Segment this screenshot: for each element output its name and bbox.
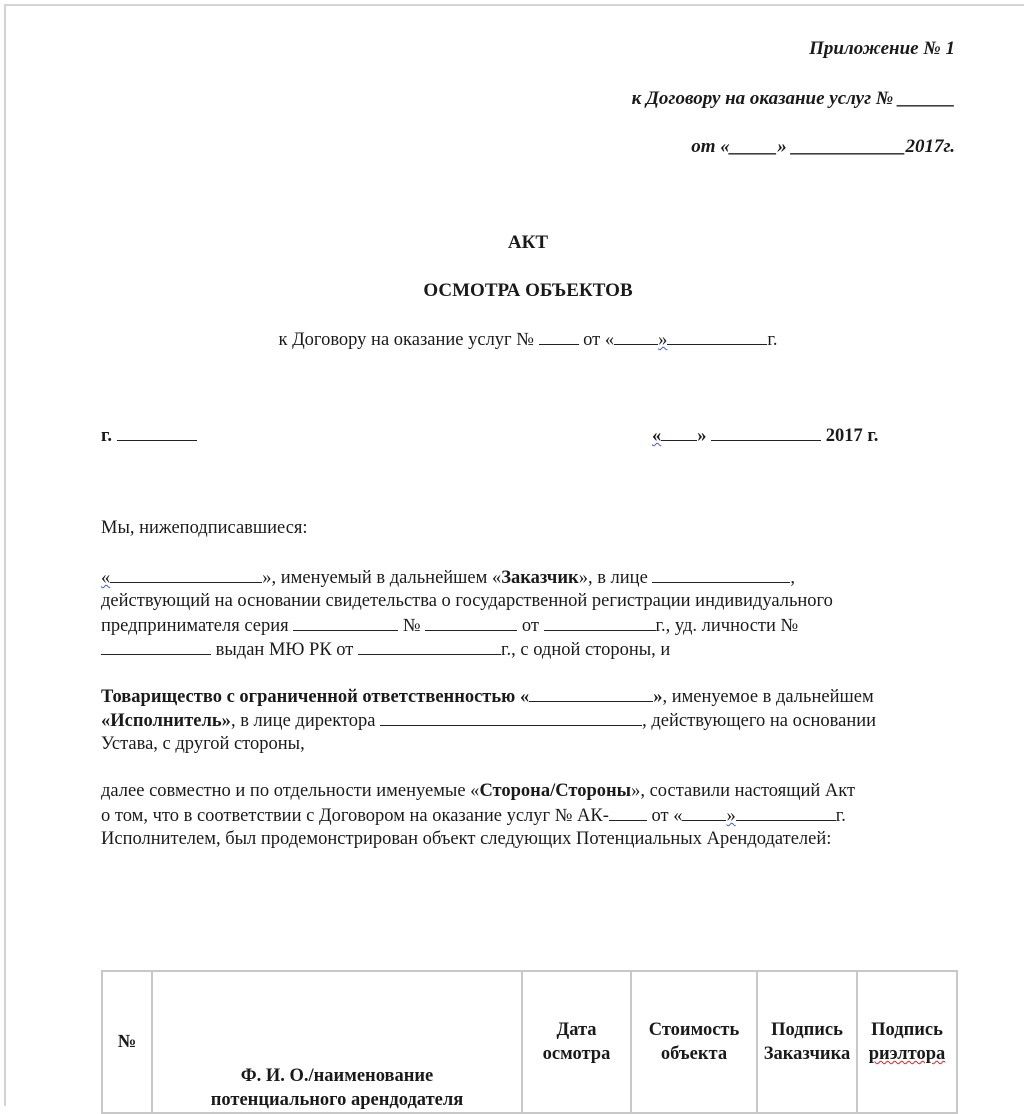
customer-rep-blank[interactable] xyxy=(652,567,790,583)
document-title: АКТ xyxy=(507,232,549,253)
text: г., уд. личности № xyxy=(655,616,799,636)
contractor-name-blank[interactable] xyxy=(529,686,653,702)
parties-line-3: Исполнителем, был продемонстрирован объект следующих Потенциальных Арендодателей: xyxy=(101,829,832,849)
header-line: потенциального арендодателя xyxy=(210,1090,464,1110)
text: от xyxy=(517,616,544,636)
cert-date-blank[interactable] xyxy=(544,615,656,631)
cert-number-blank[interactable] xyxy=(425,615,517,631)
title-contract-reference xyxy=(0,328,1024,352)
text: , действующего на основании xyxy=(642,711,877,731)
text: г., с одной стороны, и xyxy=(501,640,671,660)
director-blank[interactable] xyxy=(380,710,642,726)
document-page xyxy=(4,4,1024,1106)
text: », в лице xyxy=(578,568,653,588)
parties-line-1 xyxy=(101,781,855,802)
contract-date: от «_____» ____________2017г. xyxy=(691,136,955,157)
header-line: осмотра xyxy=(542,1044,611,1064)
contractor-term: «Исполнитель» xyxy=(101,711,231,731)
header-line: объекта xyxy=(660,1044,728,1064)
document-subtitle: ОСМОТРА ОБЪЕКТОВ xyxy=(423,280,633,301)
date-field xyxy=(652,424,878,448)
city-prefix: г. xyxy=(101,426,117,446)
text: », именуемый в дальнейшем « xyxy=(262,568,502,588)
text: № xyxy=(398,616,426,636)
col-inspection-date xyxy=(522,971,631,1113)
objects-table xyxy=(101,970,958,1114)
month-blank[interactable] xyxy=(667,329,767,345)
date-year: 2017 г. xyxy=(821,426,879,446)
text: , именуемое в дальнейшем xyxy=(662,687,874,707)
date-open-quote: « xyxy=(652,426,662,446)
col-customer-signature xyxy=(757,971,857,1113)
col-number xyxy=(102,971,152,1113)
title-ref-prefix: к Договору на оказание услуг № xyxy=(278,330,539,350)
text: », составили настоящий Акт xyxy=(631,781,856,801)
header-line: Подпись xyxy=(871,1020,943,1040)
customer-term: Заказчик xyxy=(501,568,579,588)
parties-month-blank[interactable] xyxy=(736,805,836,821)
title-ref-suffix: г. xyxy=(767,330,778,350)
customer-line-3 xyxy=(101,615,798,637)
text: от « xyxy=(646,806,683,826)
date-day-blank[interactable] xyxy=(661,425,697,441)
header-line: Ф. И. О./наименование xyxy=(240,1066,434,1086)
text: г. xyxy=(835,806,846,826)
open-quote: « xyxy=(101,568,111,588)
series-blank[interactable] xyxy=(293,615,398,631)
quote-close: » xyxy=(658,330,668,350)
customer-name-blank[interactable] xyxy=(110,567,262,583)
id-number-blank[interactable] xyxy=(101,639,211,655)
quote-close: » xyxy=(726,806,736,826)
header-line: Стоимость xyxy=(648,1020,740,1040)
text: » xyxy=(653,687,663,707)
col-name xyxy=(152,971,522,1113)
contractor-line-2 xyxy=(101,710,876,732)
ak-number-blank[interactable] xyxy=(609,805,647,821)
customer-line-1 xyxy=(101,567,795,589)
contractor-line-3: Устава, с другой стороны, xyxy=(101,734,305,754)
text: о том, что в соответствии с Договором на оказание услуг № АК- xyxy=(101,806,609,826)
text: , xyxy=(790,568,796,588)
header-line: Подпись xyxy=(771,1020,843,1040)
text: предпринимателя серия xyxy=(101,616,294,636)
contract-number-blank[interactable] xyxy=(539,329,579,345)
header-line: Дата xyxy=(556,1020,597,1040)
text: выдан МЮ РК от xyxy=(211,640,358,660)
text: , в лице директора xyxy=(230,711,381,731)
parties-day-blank[interactable] xyxy=(682,805,726,821)
city-field xyxy=(101,424,197,448)
date-close-quote: » xyxy=(697,426,712,446)
contractor-line-1 xyxy=(101,686,874,708)
city-blank[interactable] xyxy=(117,425,197,441)
parties-line-2 xyxy=(101,805,846,827)
customer-line-2: действующий на основании свидетельства о государственной регистрации индивидуального xyxy=(101,591,833,611)
day-blank[interactable] xyxy=(614,329,658,345)
contract-reference: к Договору на оказание услуг № ______ xyxy=(631,88,955,109)
id-date-blank[interactable] xyxy=(358,639,501,655)
customer-line-4 xyxy=(101,639,670,661)
col-realtor-signature xyxy=(857,971,957,1113)
intro-text: Мы, нижеподписавшиеся: xyxy=(101,518,308,538)
contractor-org: Товарищество с ограниченной ответственностью « xyxy=(101,687,530,707)
header-line: риэлтора xyxy=(868,1044,946,1064)
text: далее совместно и по отдельности именуемые « xyxy=(101,781,480,801)
header-line: № xyxy=(117,1032,137,1052)
date-month-blank[interactable] xyxy=(711,425,821,441)
col-object-cost xyxy=(631,971,757,1113)
title-ref-mid: от « xyxy=(578,330,615,350)
header-line: Заказчика xyxy=(763,1044,851,1064)
appendix-label: Приложение № 1 xyxy=(809,38,955,59)
parties-term: Сторона/Стороны xyxy=(479,781,632,801)
table-header-row xyxy=(102,971,957,1113)
